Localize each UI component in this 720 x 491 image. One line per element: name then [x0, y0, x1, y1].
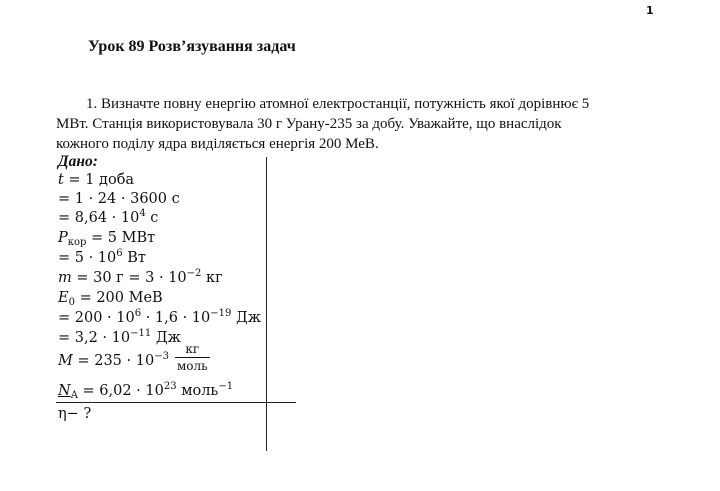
time-symbol: t — [58, 172, 64, 188]
avogadro-value: = 6,02 · 10 — [77, 383, 164, 399]
power-subscript: кор — [67, 237, 87, 248]
avogadro-exponent: 23 — [163, 381, 177, 392]
power-si-base: = 5 · 10 — [58, 250, 117, 266]
given-mass — [58, 270, 223, 286]
time-value: = 1 доба — [63, 172, 135, 188]
given-avogadro — [58, 383, 233, 399]
time-si-exponent: 4 — [139, 208, 146, 219]
energy-result-exponent: −11 — [130, 328, 152, 339]
given-power-si — [58, 250, 146, 266]
given-find-divider — [56, 402, 296, 403]
given-column-divider — [266, 157, 267, 451]
page-number: 1 — [646, 4, 654, 17]
power-si-exponent: 6 — [116, 248, 123, 259]
avogadro-subscript: A — [70, 390, 78, 401]
energy-conversion-exp1: 6 — [134, 308, 142, 319]
avogadro-unit: моль — [176, 383, 219, 399]
given-molar-mass — [58, 342, 210, 377]
mass-exponent: −2 — [186, 268, 202, 279]
avogadro-symbol: N — [58, 383, 71, 399]
power-symbol: P — [58, 230, 68, 246]
energy-conversion-part2: · 1,6 · 10 — [141, 310, 211, 326]
energy-result-unit: Дж — [151, 330, 181, 346]
given-energy-result — [58, 330, 181, 346]
power-si-unit: Вт — [122, 250, 146, 266]
energy-conversion-exp2: −19 — [210, 308, 232, 319]
power-value: = 5 МВт — [86, 230, 156, 246]
find-quantity — [58, 406, 91, 422]
given-power — [58, 230, 155, 246]
mass-value: = 30 г = 3 · 10 — [71, 270, 187, 286]
energy-value: = 200 МеВ — [74, 290, 163, 306]
mass-unit: кг — [201, 270, 223, 286]
energy-result-base: = 3,2 · 10 — [58, 330, 131, 346]
energy-conversion-unit: Дж — [231, 310, 262, 326]
task-line-1: 1. Визначте повну енергію атомної електростанції, потужність якої дорівнює 5 — [86, 96, 590, 112]
molar-exponent: −3 — [154, 351, 169, 362]
find-text: η− ? — [58, 406, 92, 422]
energy-conversion-part1: = 200 · 10 — [58, 310, 135, 326]
time-si-base: = 8,64 · 10 — [58, 210, 140, 226]
time-expansion-text: = 1 · 24 · 3600 с — [58, 191, 180, 207]
molar-value: = 235 · 10 — [72, 353, 155, 369]
avogadro-unit-exponent: −1 — [218, 381, 234, 392]
given-time-si — [58, 210, 158, 226]
molar-unit-denominator: моль — [176, 359, 208, 373]
given-energy-conversion — [58, 310, 261, 326]
time-si-unit: с — [145, 210, 159, 226]
given-time — [58, 172, 134, 188]
molar-symbol: M — [58, 353, 73, 369]
molar-unit-numerator: кг — [175, 342, 210, 358]
energy-symbol: E — [58, 290, 69, 306]
given-label: Дано: — [58, 153, 98, 170]
lesson-title: Урок 89 Розв’язування задач — [88, 38, 296, 55]
task-statement — [56, 94, 656, 154]
mass-symbol: m — [58, 270, 72, 286]
molar-unit-fraction — [175, 342, 210, 374]
avogadro-symbol-group — [58, 383, 78, 399]
task-line-2: МВт. Станція використовувала 30 г Урану-235 за добу. Уважайте, що внаслідок — [56, 116, 562, 132]
task-line-3: кожного поділу ядра виділяється енергія 200 МеВ. — [56, 136, 379, 152]
energy-subscript: 0 — [68, 297, 75, 308]
given-time-expansion — [58, 191, 180, 207]
given-energy — [58, 290, 163, 306]
